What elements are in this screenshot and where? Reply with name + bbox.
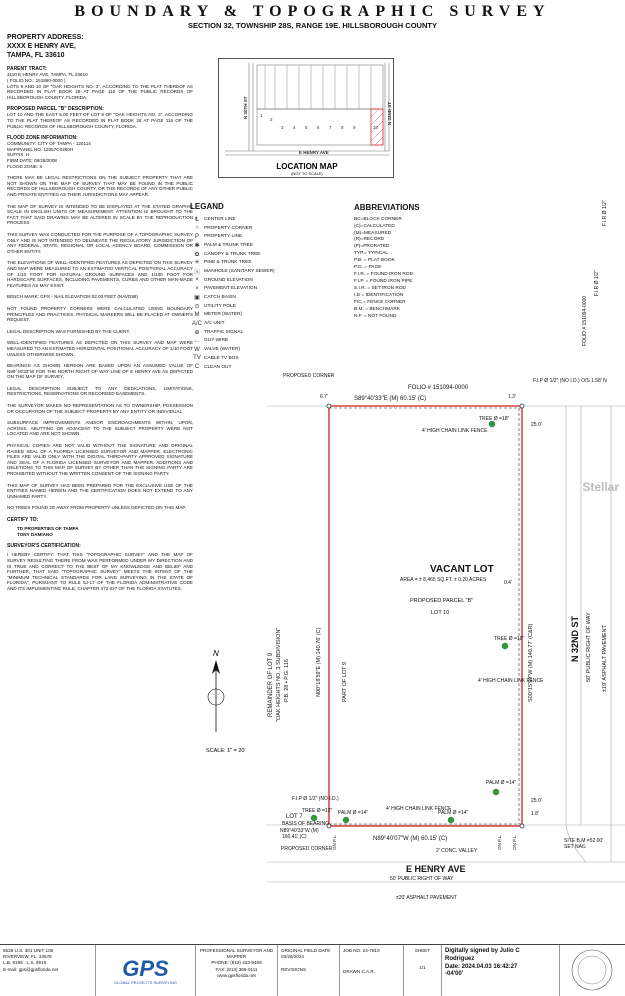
on-pl-label: ON P.L. (332, 834, 337, 850)
property-boundary (329, 406, 525, 826)
abbreviation-item: (C)=CALCULATED (354, 223, 395, 229)
certify-to: CERTIFY TO: TD PROPERTIES OF TAMPA TONY DAMIANO (7, 516, 79, 537)
abbreviation-item: N.F. = NOT FOUND (354, 313, 397, 319)
site-bm-label: SITE B.M.=52.00' (564, 838, 604, 844)
abbreviation-item: TYP.= TYPICAL (354, 251, 389, 257)
basis-bearing: N89°40'33"W (M) (280, 828, 319, 834)
n32nd-row-label: 50' PUBLIC RIGHT OF WAY (586, 612, 592, 682)
legend-symbol-icon: C (194, 364, 200, 371)
note: THIS SURVEY WAS CONDUCTED FOR THE PURPOSE OF A TOPOGRAPHIC SURVEY ONLY AND IS NOT INTENDED TO DELINEATE THE REGULATORY JURISDICTION OF ANY FEDERAL, STATE, REGIONAL OR LOCAL AGENCY BOARD, COMMISSION OR OTHER ENTITY. (7, 232, 193, 254)
legend-label: GROUND ELEVATION (204, 277, 253, 283)
seal-icon (563, 948, 621, 992)
abbreviation-item: (R)=RECORD (354, 237, 385, 243)
set-nail-label: SET NAIL (564, 844, 587, 850)
note: THE MAP OF SURVEY IS INTENDED TO BE DISPLAYED AT THE STATED GRAPHIC SCALE IN ENGLISH UNITS OF MEASUREMENT. ATTENTION IS BROUGHT TO THE FACT THAT SAID DRAWING MAY BE ALTERED IN SCALE BY THE REPRODUCTION PROCESS (7, 203, 193, 226)
legend-label: PROPERTY LINE (204, 234, 243, 240)
page-title: BOUNDARY & TOPOGRAPHIC SURVEY (74, 3, 551, 20)
legend-label: TRAFFIC SIGNAL (204, 329, 244, 335)
north-arrow-icon (208, 649, 224, 732)
title-block (0, 944, 625, 996)
palm-label: PALM Ø =14" (438, 810, 469, 816)
note: NOT FOUND PROPERTY CORNERS WERE CALCULATED USING BOUNDARY PRINCIPLES AND PRACTICES. PHYSICAL MARKERS WILL BE PLACED AT OWNER'S REQUEST. (7, 305, 193, 323)
legend-item (190, 267, 340, 276)
note: PHYSICAL COPIES ARE NOT VALID WITHOUT THE SIGNATURE AND ORIGINAL RAISED SEAL OF A FLORIDA LICENSED SURVEYOR AND MAPPER. ELECTRONIC FILES ARE VALID ONLY WITH THE DIGITAL THIRD-PARTY APPROVED SIGNATURE AND SEAL OF A FLORIDA LICENSED SURVEYOR AND MAPPER. ADDITIONS AND DELETIONS TO THIS MAP OF SURVEY BY OTHER THAN THE SIGNING PARTY ARE PROHIBITED WITHOUT THE WRITTEN CONSENT OF THE SIGNING PARTY. (7, 443, 193, 476)
legend-symbol-icon: W (194, 346, 200, 353)
legend-symbol-icon: ✿ (194, 251, 200, 258)
company-address: 6528 U.S. 301 UNIT 106 RIVERVIEW, FL. 33578 L.B. 8195 L.S. 6919 E-mail: gps@gpsflorida.net (0, 945, 96, 996)
note: THE ELEVATIONS OF WELL-IDENTIFIED FEATURES AS DEPICTED ON THIS SURVEY AND MAP WERE MEASURED TO AN ESTIMATED VERTICAL POSITIONAL ACCURACY OF 1/10 FOOT FOR NATURAL GROUND SURFACES AND 1/100 FOOT FOR HARDSCAPE SURFACES, INCLUDING PAVEMENTS, CURBS AND OTHER MAN-MADE FEATURES AS MAY EXIST. (7, 260, 193, 288)
note: THIS MAP OF SURVEY HAS BEEN PREPARED FOR THE EXCLUSIVE USE OF THE ENTITIES NAMED HEREIN AND THE CERTIFICATION DOES NOT EXTEND TO ANY UNNAMED PARTY. (7, 482, 193, 499)
sheet-block: SHEET 1/1 (404, 945, 442, 996)
legend-item (190, 311, 340, 320)
location-map-subtitle: (NOT TO SCALE) (291, 171, 323, 176)
palm-label: PALM Ø =14" (338, 810, 369, 816)
legend-label: PROPERTY CORNER (204, 225, 253, 231)
legend-label: GUY WIRE (204, 338, 229, 344)
basis-distance: 160.41' (C) (282, 834, 307, 840)
part-lot9-label: PART OF LOT 9 (342, 662, 348, 702)
legend-symbol-icon: ○ (195, 225, 199, 232)
dimension-label: 1.8' (531, 811, 539, 817)
page-subtitle: SECTION 32, TOWNSHIP 28S, RANGE 19E. HILLSBOROUGH COUNTY (188, 21, 437, 30)
location-map-title: LOCATION MAP (276, 162, 338, 171)
loc-lot-label: 10 (373, 125, 379, 130)
proposed-corner-south: PROPOSED CORNER (281, 846, 333, 852)
svg-text:N: N (213, 649, 219, 658)
legend-symbol-icon: ⊕ (194, 329, 200, 336)
dimension-label: 25.0' (531, 422, 542, 428)
fence-north-label: 4' HIGH CHAIN LINK FENCE (422, 428, 488, 434)
survey-plan (186, 322, 625, 942)
remainder-sub-label: "OAK HEIGHTS NO. 3 SUBDIVISION" (276, 627, 282, 722)
fip-sw-label: F.I.P Ø 1/2" (NO I.D.) (292, 796, 339, 802)
abbreviation-item: P.B. = PLAT BOOK (354, 258, 395, 264)
abbreviation-item: F.I.P. = FOUND IRON PIPE (354, 279, 413, 285)
surveyor-seal (560, 945, 625, 996)
legend-label: CABLE TV BOX (204, 355, 239, 361)
tree-icon (502, 643, 508, 649)
legend-label: PINE & TRUNK TREE (204, 260, 252, 266)
n32nd-pavement-label: ±19' ASPHALT PAVEMENT (602, 625, 608, 692)
survey-plan-drawing (186, 322, 625, 942)
fence-east-label: 4' HIGH CHAIN LINK FENCE (478, 678, 544, 684)
legend-label: METER (WATER) (204, 312, 243, 318)
north-bearing: S89°40'33"E (M) 60.15' (C) (354, 396, 427, 402)
abbreviations-heading: ABBREVIATIONS (354, 203, 420, 212)
legend-label: CENTER LINE (204, 216, 236, 222)
abbreviation-item: BC=BLOCK CORNER (354, 216, 402, 222)
dimension-label: 0.4' (504, 580, 512, 586)
fence-south-label: 4' HIGH CHAIN LINK FENCE (386, 806, 452, 812)
note: SUBSURFACE IMPROVEMENTS AND/OR ENCROACHMENTS WITHIN, UPON, ACROSS, ABUTTING OR ADJACENT TO THE SUBJECT PROPERTY WERE NOT LOCATED AND ARE NOT SHOWN. (7, 420, 193, 437)
property-address: PROPERTY ADDRESS: XXXX E HENRY AVE, TAMPA, FL 33610 (7, 34, 84, 59)
abbreviation-item: S.I.R. = SET IRON ROD (354, 286, 407, 292)
on-pl-label: ON P.L. (497, 834, 502, 850)
fip-ne-label: F.I.P Ø 1/2" (NO I.D.) O/S 1.58' N (533, 378, 607, 384)
legend-label: VALVE (WATER) (204, 347, 241, 353)
henry-row-label: 50' PUBLIC RIGHT OF WAY (390, 876, 454, 882)
abbreviations (354, 202, 454, 321)
loc-lot-label: 7 (329, 125, 332, 130)
flood-zone: FLOOD ZONE INFORMATION: COMMUNITY: CITY OF TAMPA - 120114 MAP/PANEL NO. 12057C0360H SUFFIX: H FIRM DATE: 08/28/2008 FLOOD ZONE: X (7, 135, 91, 169)
legend-label: PAVEMENT ELEVATION (204, 286, 258, 292)
note: BEARINGS AS SHOWN HEREON ARE BASED UPON AN ASSUMED VALUE OF N89°40'33"W FOR THE NORTH RIGHT OF WAY LINE OF E HENRY AVE AS DEPICTED ON THE MAP OF SURVEY. (7, 363, 193, 380)
abbreviation-item: (M)=MEASURED (354, 230, 392, 236)
note: LEGAL DESCRIPTION SUBJECT TO ANY DEDICATIONS, LIMITATIONS, RESTRICTIONS, RESERVATIONS OR RECORDED EASEMENTS. (7, 385, 193, 397)
legend-label: PALM & TRUNK TREE (204, 242, 254, 248)
legend-symbol-icon: M (194, 311, 200, 318)
legend-item (190, 258, 340, 267)
vacant-lot-label: VACANT LOT (430, 564, 494, 575)
legend-symbol-icon: × (195, 285, 199, 292)
legend-symbol-icon: A/C (191, 320, 202, 327)
loc-lot-label: 8 (341, 125, 344, 130)
abbreviation-item: F/C = FENCE CORNER (354, 300, 406, 306)
legend-item (190, 232, 340, 241)
henry-ave-label: E HENRY AVE (406, 864, 466, 874)
loc-street-label: N 30TH ST (243, 96, 248, 119)
dimension-label: 1.3' (508, 394, 516, 400)
legend-heading: LEGAND (190, 202, 224, 211)
watermark: Stellar (582, 480, 619, 494)
scale-label: SCALE: 1" = 20' (206, 748, 246, 754)
palm-icon (343, 817, 349, 823)
location-map (218, 58, 394, 178)
legend-symbol-icon: × (195, 277, 199, 284)
conc-valley-label: 2' CONC. VALLEY (436, 848, 478, 854)
legend-label: CANOPY & TRUNK TREE (204, 251, 261, 257)
legend-symbol-icon: ▣ (194, 295, 200, 302)
palm-icon (493, 789, 499, 795)
loc-street-label: N 32ND ST (387, 101, 392, 125)
loc-lot-label: 1 (260, 113, 263, 118)
parcel-label: PROPOSED PARCEL "B" (410, 598, 474, 604)
legend-symbol-icon: TV (193, 355, 201, 362)
note: LEGAL DESCRIPTION WAS FURNISHED BY THE CLIENT. (7, 328, 131, 334)
dimension-label: 25.0' (531, 798, 542, 804)
n32nd-st-label: N 32ND ST (570, 615, 580, 662)
abbreviation-item: I.D = IDENTIFICATION (354, 293, 404, 299)
tree-label: TREE Ø =18" (494, 636, 525, 642)
loc-lot-label: 2 (270, 117, 273, 122)
loc-lot-label: 5 (305, 125, 308, 130)
south-bearing: N89°40'07"W (M) 60.15' (C) (373, 836, 448, 842)
loc-lot-label: 6 (317, 125, 320, 130)
tree-label: TREE Ø =18" (479, 416, 510, 422)
surveyor-certification: SURVEYOR'S CERTIFICATION: I HEREBY CERTIFY: THAT THIS "TOPOGRAPHIC SURVEY" AND THE MAP OF SURVEY RESULTING THERE FROM WAS PERFORMED UNDER MY DIRECTION AND IS TRUE AND CORRECT TO THE BEST OF MY KNOWLEDGE AND BELIEF AND FURTHER, THAT SAID "TOPOGRAPHIC SURVEY" MEETS THE INTENT OF THE "MINIMUM TECHNICAL STANDARDS FOR LAND SURVEYING IN THE STATE OF FLORIDA", PURSUANT TO RULE 5J-17 OF THE FLORIDA ADMINISTRATIVE CODE AND ITS IMPLEMENTING RULE, CHAPTER 472.027 OF THE FLORIDA STATUTES. (7, 543, 193, 591)
folio-north-label: FOLIO # 151094-0000 (408, 385, 469, 391)
legend-label: MANHOLE (SANITARY SEWER) (204, 268, 275, 274)
note: THERE MAY BE LEGAL RESTRICTIONS ON THE SUBJECT PROPERTY THAT ARE NOT SHOWN ON THE MAP OF SURVEY THAT MAY BE FOUND IN THE PUBLIC RECORDS OF HILLSBOROUGH COUNTY, OR THE RECORDS OF ANY OTHER PUBLIC AND PRIVATE ENTITIES AS THEIR JURISDICTIONS MAY APPEAR. (7, 175, 193, 198)
note: WELL-IDENTIFIED FEATURES AS DEPICTED ON THIS SURVEY AND MAP WERE MEASURED TO AN ESTIMATED HORIZONTAL POSITIONAL ACCURACY OF 1/10 FOOT UNLESS OTHERWISE SHOWN. (7, 340, 193, 357)
parent-tract: PARENT TRACT: 3110 E HENRY AVE, TAMPA, FL 33610 ( FOLIO NO.: 151860-0000 ) LOTS 9 AND 10 OF "OAK HEIGHTS NO. 3", ACCORDING TO THE PLAT THEREOF AS RECORDED IN PLAT BOOK 28 AT PAGE 116 OF THE PUBLIC RECORDS OF HILLSBOROUGH COUNTY, FLORIDA. (7, 66, 193, 100)
abbreviation-item: F.I.R. = FOUND IRON ROD (354, 272, 414, 278)
legend-item (190, 250, 340, 259)
legend-symbol-icon: ⊙ (194, 303, 200, 310)
note: THE SURVEYOR MAKES NO REPRESENTATION AS TO OWNERSHIP, POSSESSION OR OCCUPATION OF THE SUBJECT PROPERTY BY ANY ENTITY OR INDIVIDUAL. (7, 403, 193, 414)
legend-item (190, 293, 340, 302)
digital-signature: Digitally signed by Julio C Rodriguez Date: 2024.04.03 16:42:27 -04'00' (442, 945, 560, 996)
date-block: ORIGINAL FIELD DATE 03/28/2024 REVISIONS (278, 945, 340, 996)
east-bearing: S00°15'59"W (M) 140.77' (C&R) (528, 623, 534, 702)
legend-symbol-icon: Ⓢ (193, 269, 200, 276)
folio-east-label: FOLIO # 151094-0000 (582, 295, 588, 346)
legend-symbol-icon: P (194, 233, 199, 240)
parcel-description: PROPOSED PARCEL "B" DESCRIPTION: LOT 10 AND THE EAST 5.00 FEET OF LOT 9 OF "OAK HEIGHTS NO. 3", ACCORDING TO THE PLAT THEREOF AS RECORDED IN PLAT BOOK 28 AT PAGE 116 OF THE PUBLIC RECORDS OF HILLSBOROUGH COUNTY, FLORIDA. (7, 106, 193, 129)
legend-label: CATCH BASIN (204, 295, 236, 301)
legend-label: A/C UNIT (204, 321, 225, 327)
legend-item (190, 215, 340, 224)
gps-logo-icon: GPS (122, 955, 169, 981)
legend-item (190, 224, 340, 233)
remainder-plat-label: P.B. 28 • P.G. 116 (284, 659, 290, 702)
palm-icon (448, 817, 454, 823)
lot-label: LOT 10 (431, 610, 450, 616)
proposed-corner-north: PROPOSED CORNER (283, 373, 335, 379)
legend-label: CLEAN OUT (204, 364, 232, 370)
abbreviation-item: P.G. = PAGE (354, 265, 382, 271)
legend-symbol-icon: ✳ (194, 260, 200, 267)
loc-lot-label: 3 (281, 125, 284, 130)
remainder-label: REMAINDER OF LOT 9 (268, 652, 274, 717)
legend-item (190, 241, 340, 250)
abbreviation-item: B.M. = BENCHMARK (354, 306, 400, 312)
dimension-label: 6.7' (320, 394, 328, 400)
company-logo: GPS GLOBAL PROJECTS SURVEYING (96, 945, 196, 996)
notes-column (7, 34, 193, 932)
legend-symbol-icon: ℄ (195, 216, 199, 223)
tree-label: TREE Ø =12" (302, 808, 333, 814)
loc-lot-label: 4 (293, 125, 296, 130)
legend-item (190, 302, 340, 311)
lot7-label: LOT 7 (286, 814, 303, 820)
legend-label: UTILITY POLE (204, 303, 236, 309)
note: NO TREES FOUND 20' AWAY FROM PROPERTY UNLESS DEPICTED ON THIS MAP. (7, 505, 187, 511)
abbreviation-item: (P)=PRORATED (354, 244, 390, 250)
west-bearing: N00°18'59"E (M) 140.76' (C) (316, 627, 322, 697)
legend-symbol-icon: ✱ (194, 242, 200, 249)
note: BENCH MARK: GPS - NAIL ELEVATION 52.00 FEET (NAVD88) (7, 294, 138, 300)
area-label: AREA = ± 8,465 SQ.FT. ± 0.20 ACRES (400, 577, 487, 583)
legend-item (190, 276, 340, 285)
on-pl-label: ON P.L. (512, 834, 517, 850)
legend-symbol-icon: ← (194, 337, 200, 344)
loc-street-label: E HENRY AVE (299, 150, 329, 155)
fir-label: F.I.R Ø 1/2" (602, 200, 608, 226)
palm-label: PALM Ø =14" (486, 780, 517, 786)
fir-label: F.I.R Ø 1/2" (594, 270, 600, 296)
job-block: JOB NO. 24-7910 DRAWN C.A.R. (340, 945, 404, 996)
location-map-drawing (219, 59, 395, 179)
company-contact: PROFESSIONAL SURVEYOR AND MAPPER PHONE: (813) 423-9469 FAX: (813) 368-0111 www.gpsflorida.net (196, 945, 278, 996)
basis-label: BASIS OF BEARING (282, 821, 329, 827)
loc-lot-label: 9 (353, 125, 356, 130)
legend-item (190, 285, 340, 294)
henry-pavement-label: ±20' ASPHALT PAVEMENT (396, 895, 457, 901)
